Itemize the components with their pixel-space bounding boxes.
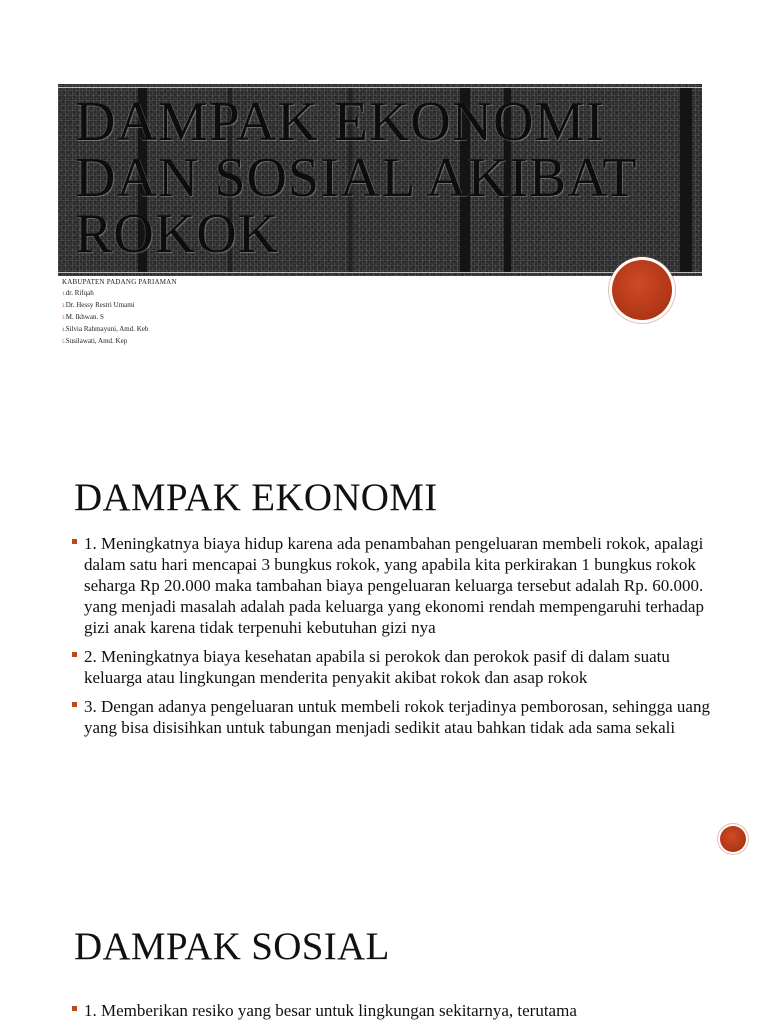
banner-top-rule <box>58 87 702 88</box>
author-block <box>62 278 362 348</box>
author-name: Susilawati, Amd. Kep <box>65 337 128 345</box>
bullet-marker-icon <box>72 652 77 657</box>
author-item <box>62 300 362 312</box>
author-number: 4. <box>62 328 66 333</box>
bullet-text: 3. Dengan adanya pengeluaran untuk membeli rokok terjadinya pemborosan, sehingga uang yang bisa disisihkan untuk tabungan menjadi sedikit atau bahkan tidak ada sama sekali <box>84 697 710 737</box>
title-banner <box>58 84 702 276</box>
author-number: 2. <box>62 304 66 309</box>
author-name: M. Ikhwan. S <box>65 313 104 321</box>
slide-title-line: ROKOK <box>75 203 280 265</box>
decorative-circle-fill <box>612 260 672 320</box>
author-item <box>62 324 362 336</box>
decorative-circle <box>718 824 748 854</box>
decorative-circle <box>609 257 675 323</box>
slide-title <box>75 91 702 265</box>
slide-title-line: DAMPAK EKONOMI <box>75 91 605 153</box>
author-item <box>62 288 362 300</box>
organization-name: KABUPATEN PADANG PARIAMAN <box>62 278 177 286</box>
economic-bullet-list <box>72 533 712 746</box>
author-item <box>62 312 362 324</box>
social-heading: DAMPAK SOSIAL <box>74 925 390 968</box>
social-bullet-item <box>72 1000 712 1021</box>
economic-bullet-item <box>72 646 712 688</box>
bullet-text: 2. Meningkatnya biaya kesehatan apabila si perokok dan perokok pasif di dalam suatu keluarga atau lingkungan menderita penyakit akibat rokok dan asap rokok <box>84 647 670 687</box>
bullet-marker-icon <box>72 702 77 707</box>
bullet-text: 1. Meningkatnya biaya hidup karena ada penambahan pengeluaran membeli rokok, apalagi dalam satu hari mencapai 3 bungkus rokok, yang apabila kita perkirakan 1 bungkus rokok seharga Rp 20.000 maka tambahan biaya pengeluaran keluarga tersebut adalah Rp. 60.000. yang menjadi masalah adalah pada keluarga yang ekonomi rendah mempengaruhi terhadap gizi anak karena tidak terpenuhi kebutuhan gizi nya <box>84 534 704 637</box>
author-name: Silvia Rahmayuni, Amd. Keb <box>65 325 149 333</box>
economic-bullet-item <box>72 533 712 638</box>
bullet-marker-icon <box>72 1006 77 1011</box>
social-bullet-list <box>72 1000 712 1024</box>
economic-heading: DAMPAK EKONOMI <box>74 476 438 519</box>
banner-bottom-rule <box>58 272 702 273</box>
author-item <box>62 336 362 348</box>
economic-bullet-item <box>72 696 712 738</box>
author-number: 1. <box>62 292 66 297</box>
author-name: dr. Rifqah <box>65 289 94 297</box>
bullet-text: 1. Memberikan resiko yang besar untuk lingkungan sekitarnya, terutama <box>84 1001 577 1020</box>
author-number: 5. <box>62 340 66 345</box>
author-name: Dr. Hessy Restri Umami <box>65 301 135 309</box>
author-list <box>62 288 362 348</box>
author-number: 3. <box>62 316 66 321</box>
bullet-marker-icon <box>72 539 77 544</box>
decorative-circle-fill <box>720 826 746 852</box>
slide-title-line: DAN SOSIAL AKIBAT <box>75 147 638 209</box>
